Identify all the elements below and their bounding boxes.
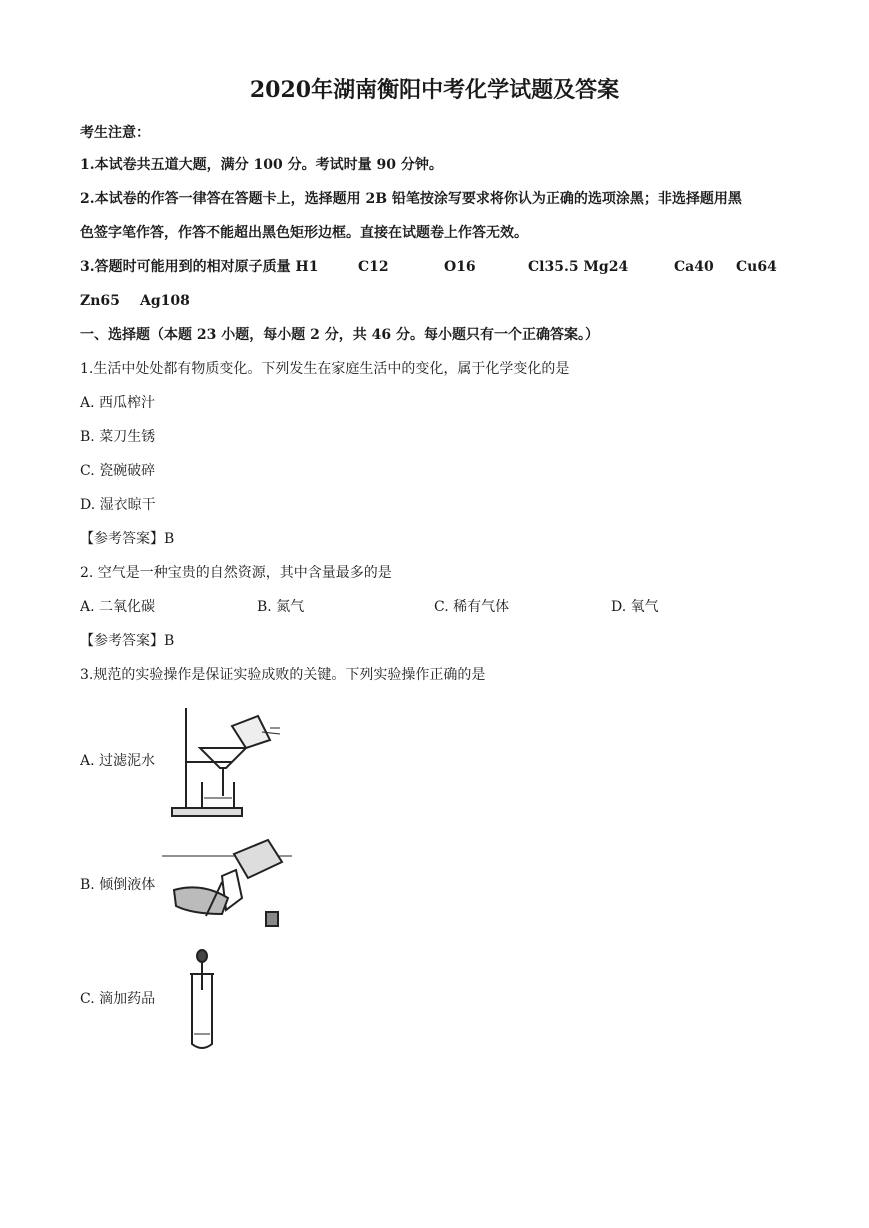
option-c: C. 稀有气体 <box>434 599 510 615</box>
reference-answer: 【参考答案】B <box>80 531 175 547</box>
atomic-mass-item: Cl35.5 Mg24 <box>528 259 629 275</box>
option-b: B. 氮气 <box>257 599 305 615</box>
reference-answer: 【参考答案】B <box>80 633 175 649</box>
notice-heading: 考生注意： <box>80 125 150 141</box>
notice-item-2-line-2: 色签字笔作答，作答不能超出黑色矩形边框。直接在试题卷上作答无效。 <box>80 225 528 241</box>
question-stem: 1.生活中处处都有物质变化。下列发生在家庭生活中的变化，属于化学变化的是 <box>80 361 570 377</box>
option-d: D. 湿衣晾干 <box>80 497 156 513</box>
option-c: C. 瓷碗破碎 <box>80 463 156 479</box>
option-a: A. 西瓜榨汁 <box>80 395 156 411</box>
section-heading: 一、选择题（本题 23 小题，每小题 2 分，共 46 分。每小题只有一个正确答案。） <box>80 327 599 343</box>
page-title: 2020年湖南衡阳中考化学试题及答案 <box>249 77 620 103</box>
pouring-liquid-figure <box>162 836 292 936</box>
option-a: A. 过滤泥水 <box>80 753 156 769</box>
atomic-mass-item: Ca40 <box>674 259 714 275</box>
option-c: C. 滴加药品 <box>80 991 156 1007</box>
atomic-mass-item: Zn65 <box>80 293 120 309</box>
filtration-apparatus-figure <box>162 704 282 820</box>
option-b: B. 菜刀生锈 <box>80 429 156 445</box>
atomic-mass-item: Cu64 <box>736 259 777 275</box>
option-a: A. 二氧化碳 <box>80 599 156 615</box>
atomic-mass-item: O16 <box>444 259 476 275</box>
atomic-mass-item: C12 <box>358 259 389 275</box>
atomic-mass-label: 3.答题时可能用到的相对原子质量 H1 <box>80 259 319 275</box>
option-b: B. 倾倒液体 <box>80 877 156 893</box>
option-d: D. 氧气 <box>611 599 659 615</box>
notice-item-1: 1.本试卷共五道大题，满分 100 分。考试时量 90 分钟。 <box>80 157 443 173</box>
dropper-test-tube-figure <box>182 948 222 1054</box>
question-stem: 2. 空气是一种宝贵的自然资源，其中含量最多的是 <box>80 565 392 581</box>
question-stem: 3.规范的实验操作是保证实验成败的关键。下列实验操作正确的是 <box>80 667 486 683</box>
atomic-mass-item: Ag108 <box>140 293 190 309</box>
notice-item-2-line-1: 2.本试卷的作答一律答在答题卡上，选择题用 2B 铅笔按涂写要求将你认为正确的选项涂黑；非选择题用黑 <box>80 191 742 207</box>
